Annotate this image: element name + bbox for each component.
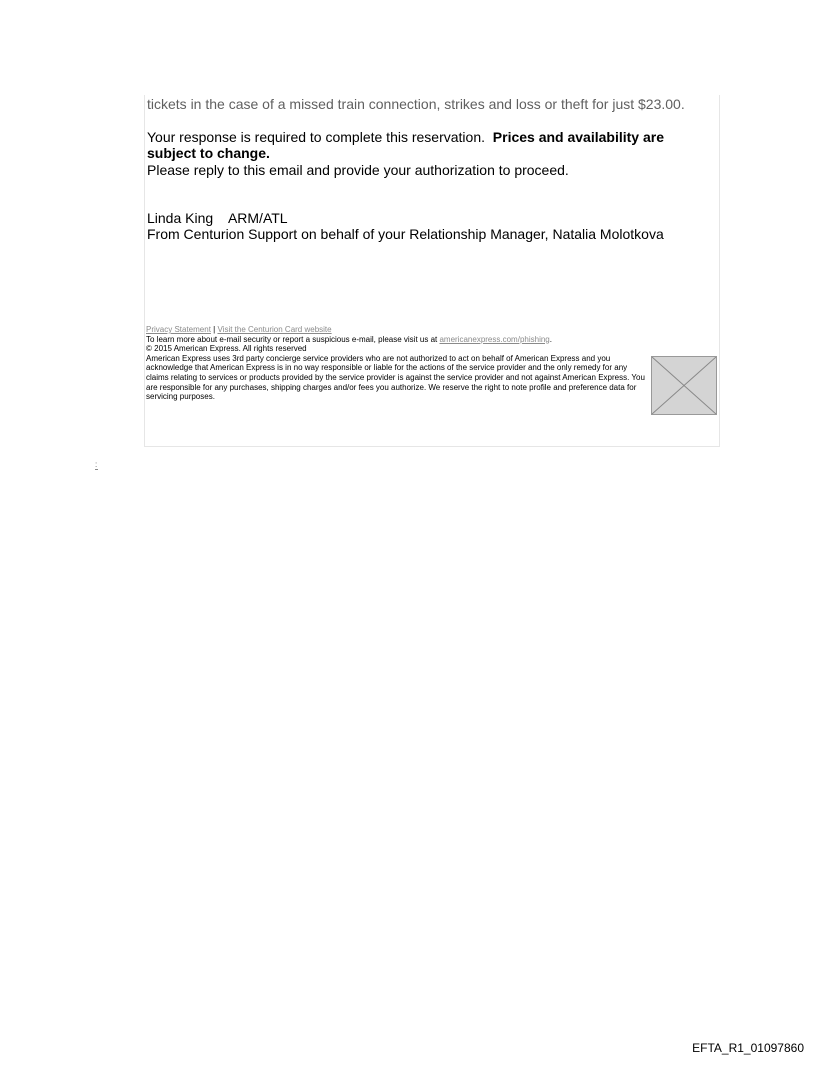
- broken-image-icon: [651, 356, 717, 415]
- response-text: Your response is required to complete this reservation.: [147, 129, 485, 145]
- privacy-statement-link[interactable]: Privacy Statement: [146, 325, 211, 334]
- reply-instruction: Please reply to this email and provide your authorization to proceed.: [147, 162, 569, 178]
- signature-name: Linda King ARM/ATL: [147, 210, 288, 226]
- document-id: EFTA_R1_01097860: [692, 1041, 804, 1055]
- disclaimer-text: American Express uses 3rd party concierge service providers who are not authorized to act on behalf of American Express and you acknowledge that American Express is in no way responsible or liable for the actions of the service provider and the only remedy for any claims relating to services or products provided by the service provider is against the service provider and not against American Express. You are responsible for any purchases, shipping charges and/or fees you authorize. We reserve the right to note profile and preference data for servicing purposes.: [146, 353, 645, 402]
- signature-from: From Centurion Support on behalf of your Relationship Manager, Natalia Molotkova: [147, 226, 664, 242]
- response-bold-text: Prices and availability are subject to change.: [147, 129, 664, 161]
- centurion-website-link[interactable]: Visit the Centurion Card website: [217, 325, 332, 334]
- email-footer: [146, 325, 718, 402]
- response-paragraph: [147, 129, 707, 161]
- body-top-line: tickets in the case of a missed train connection, strikes and loss or theft for just $23.00.: [147, 96, 685, 112]
- link-separator: |: [213, 325, 216, 334]
- footer-links: [146, 325, 718, 335]
- security-notice: To learn more about e-mail security or report a suspicious e-mail, please visit us at americanexpress.com/phishing.: [146, 334, 552, 344]
- security-text: To learn more about e-mail security or report a suspicious e-mail, please visit us at: [146, 334, 438, 344]
- copyright-notice: © 2015 American Express. All rights reserved: [146, 344, 307, 354]
- phishing-link[interactable]: americanexpress.com/phishing: [439, 334, 550, 344]
- page-mark: :: [95, 460, 99, 469]
